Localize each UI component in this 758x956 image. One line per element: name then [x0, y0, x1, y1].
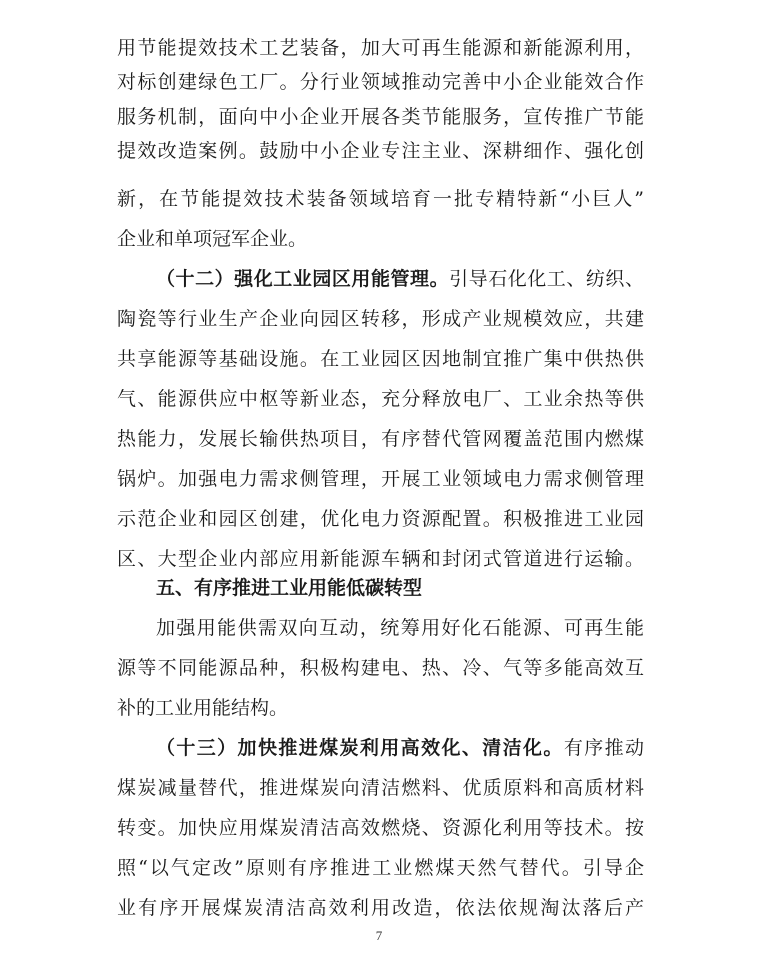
body-text-line: 提效改造案例。鼓励中小企业专注主业、深耕细作、强化创 [117, 140, 644, 162]
body-text-line: 对标创建绿色工厂。分行业领域推动完善中小企业能效合作 [117, 71, 644, 93]
body-text-line: 煤炭减量替代，推进煤炭向清洁燃料、优质原料和高质材料 [117, 777, 644, 799]
subsection-heading: （十三）加快推进煤炭利用高效化、清洁化。 [156, 737, 564, 759]
body-text-line: 区、大型企业内部应用新能源车辆和封闭式管道进行运输。 [117, 548, 644, 570]
paragraph-first-line: 加强用能供需双向互动，统筹用好化石能源、可再生能 [156, 617, 644, 639]
body-text-line: 锅炉。加强电力需求侧管理，开展工业领域电力需求侧管理 [117, 468, 644, 490]
body-text-line: 源等不同能源品种，积极构建电、热、冷、气等多能高效互 [117, 657, 644, 679]
body-text-span: 有序推动 [563, 737, 644, 759]
body-text-line: 陶瓷等行业生产企业向园区转移，形成产业规模效应，共建 [117, 308, 644, 330]
paragraph-first-line [156, 731, 644, 765]
body-text-line: 示范企业和园区创建，优化电力资源配置。积极推进工业园 [117, 508, 644, 530]
body-text-line: 转变。加快应用煤炭清洁高效燃烧、资源化利用等技术。按 [117, 817, 644, 839]
body-text-line: 照“以气定改”原则有序推进工业燃煤天然气替代。引导企 [117, 857, 644, 879]
body-text-line: 共享能源等基础设施。在工业园区因地制宜推广集中供热供 [117, 348, 644, 370]
body-text-line: 气、能源供应中枢等新业态，充分释放电厂、工业余热等供 [117, 388, 644, 410]
body-text-line: 新，在节能提效技术装备领域培育一批专精特新“小巨人” [117, 188, 644, 210]
paragraph-first-line [156, 262, 644, 296]
section-heading: 五、有序推进工业用能低碳转型 [156, 577, 423, 599]
body-text-line: 企业和单项冠军企业。 [117, 228, 308, 250]
body-text-line: 补的工业用能结构。 [117, 697, 289, 719]
subsection-heading: （十二）强化工业园区用能管理。 [156, 268, 450, 290]
body-text-line: 业有序开展煤炭清洁高效利用改造，依法依规淘汰落后产 [117, 897, 644, 919]
body-text-line: 用节能提效技术工艺装备，加大可再生能源和新能源利用， [117, 37, 644, 59]
body-text-span: 引导石化化工、纺织、 [449, 268, 644, 290]
page-number: 7 [375, 928, 383, 943]
body-text-line: 服务机制，面向中小企业开展各类节能服务，宣传推广节能 [117, 106, 644, 128]
body-text-line: 热能力，发展长输供热项目，有序替代管网覆盖范围内燃煤 [117, 428, 644, 450]
